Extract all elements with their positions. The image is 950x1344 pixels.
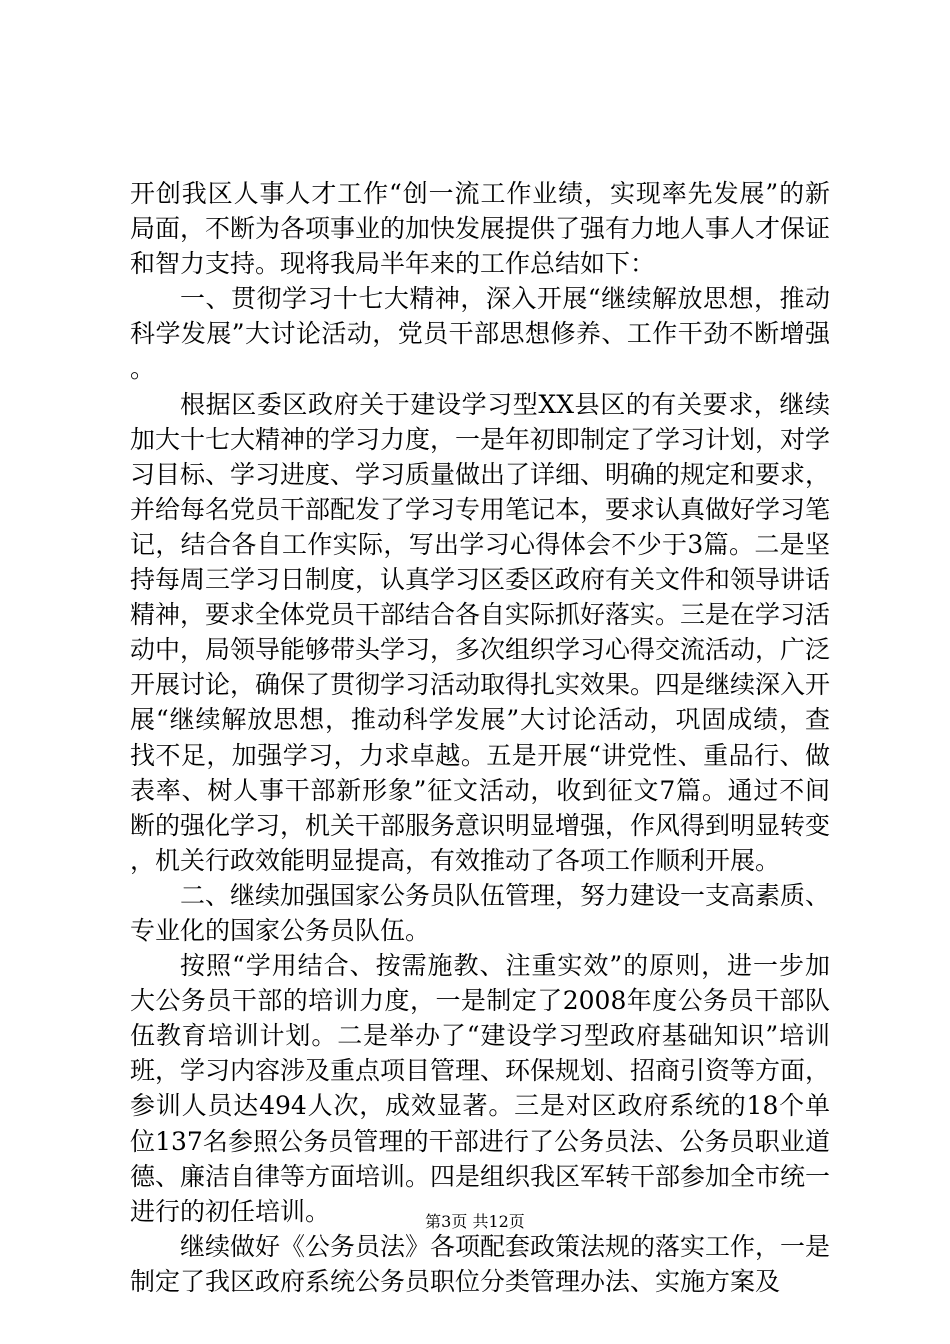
- paragraph-study-activities: 根据区委区政府关于建设学习型XX县区的有关要求，继续加大十七大精神的学习力度，一是年初即制定了学习计划，对学习目标、学习进度、学习质量做出了详细、明确的规定和要求，并给每名党员干部配发了学习专用笔记本，要求认真做好学习笔记，结合各自工作实际，写出学习心得体会不少于3篇。二是坚持每周三学习日制度，认真学习区委区政府有关文件和领导讲话精神，要求全体党员干部结合各自实际抓好落实。三是在学习活动中，局领导能够带头学习，多次组织学习心得交流活动，广泛开展讨论，确保了贯彻学习活动取得扎实效果。四是继续深入开展“继续解放思想，推动科学发展”大讨论活动，巩固成绩，查找不足，加强学习，力求卓越。五是开展“讲党性、重品行、做表率、树人事干部新形象”征文活动，收到征文7篇。通过不间断的强化学习，机关干部服务意识明显增强，作风得到明显转变，机关行政效能明显提高，有效推动了各项工作顺利开展。: [130, 389, 831, 875]
- paragraph-policy: 继续做好《公务员法》各项配套政策法规的落实工作，一是制定了我区政府系统公务员职位分类管理办法、实施方案及: [130, 1231, 831, 1296]
- page-number-footer: 第3页 共12页: [425, 1212, 525, 1231]
- document-body: [130, 176, 830, 1299]
- paragraph-continuation: 开创我区人事人才工作“创一流工作业绩，实现率先发展”的新局面，不断为各项事业的加快发展提供了强有力地人事人才保证和智力支持。现将我局半年来的工作总结如下：: [130, 179, 831, 279]
- section-heading-one: 一、贯彻学习十七大精神，深入开展“继续解放思想，推动科学发展”大讨论活动，党员干部思想修养、工作干劲不断增强。: [130, 284, 830, 384]
- paragraph-training: 按照“学用结合、按需施教、注重实效”的原则，进一步加大公务员干部的培训力度，一是制定了2008年度公务员干部队伍教育培训计划。二是举办了“建设学习型政府基础知识”培训班，学习内容涉及重点项目管理、环保规划、招商引资等方面，参训人员达494人次，成效显著。三是对区政府系统的18个单位137名参照公务员管理的干部进行了公务员法、公务员职业道德、廉洁自律等方面培训。四是组织我区军转干部参加全市统一进行的初任培训。: [130, 951, 831, 1226]
- section-heading-two: 二、继续加强国家公务员队伍管理，努力建设一支高素质、专业化的国家公务员队伍。: [130, 880, 831, 945]
